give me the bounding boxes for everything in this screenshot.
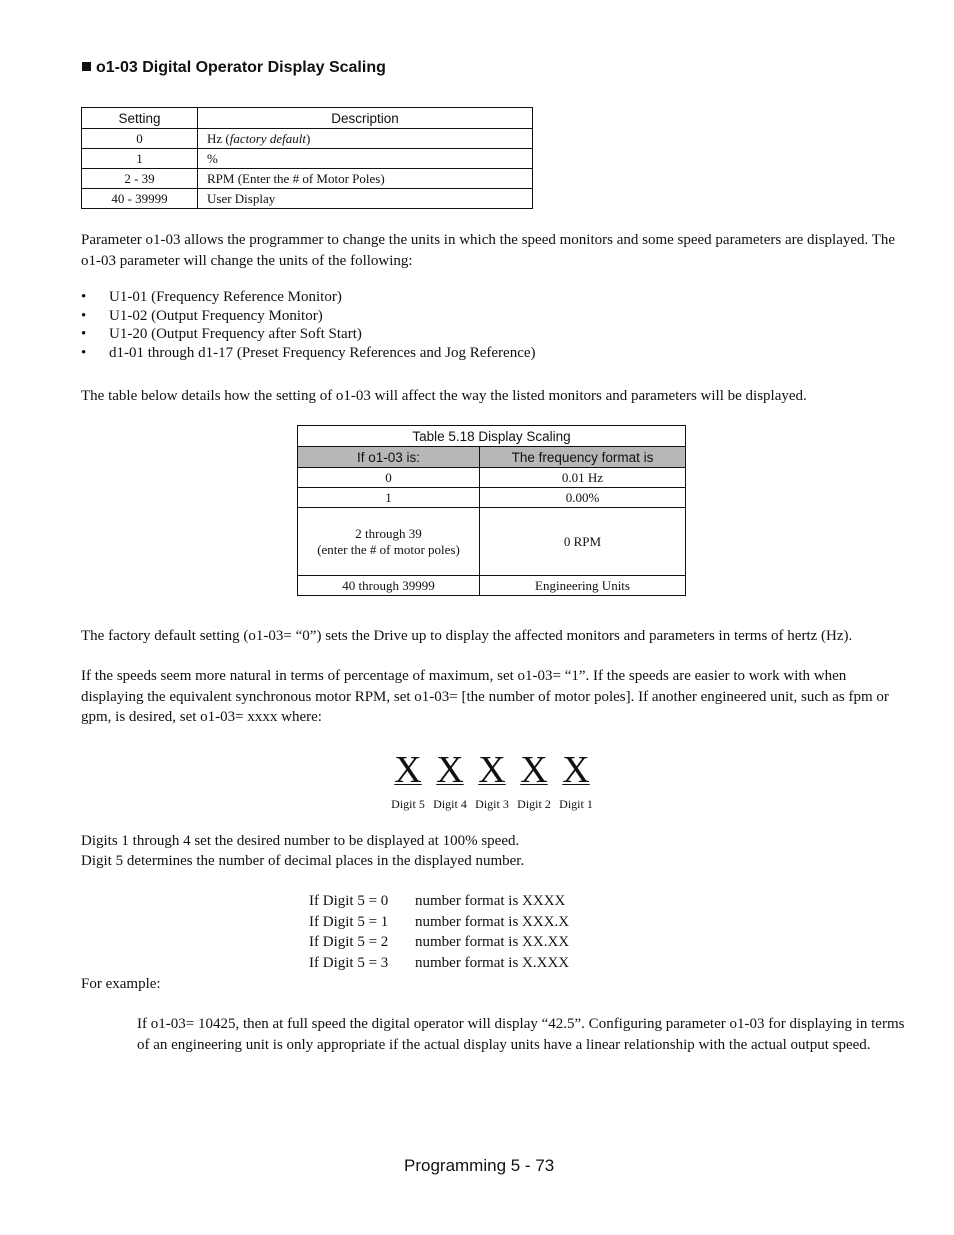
digit-symbol: X (520, 749, 548, 791)
intro-paragraph: Parameter o1-03 allows the programmer to change the units in which the speed monitors and some speed parameters are displayed. The o1-03 parameter will change the units of the following: (81, 232, 896, 269)
square-bullet-icon (82, 62, 91, 71)
col-header-description: Description (198, 108, 533, 129)
digit-label: Digit 5 (391, 797, 425, 811)
bullet-icon: • (81, 307, 87, 324)
digit-label: Digit 2 (517, 797, 551, 811)
digit-symbol: X (562, 749, 590, 791)
setting-cell: 40 - 39999 (82, 189, 198, 209)
setting-cell: 2 - 39 (82, 169, 198, 189)
scaling-paragraph: If the speeds seem more natural in terms of percentage of maximum, set o1-03= “1”. If the speeds are easier to work with when displaying the equivalent synchronous motor RPM, set o1-03= [the number of motor poles]. If another engineered unit, such as fpm or gpm, is desired, set o1-03= xxxx where: (81, 668, 889, 725)
digit-label: Digit 4 (433, 797, 467, 811)
table-row (82, 129, 533, 149)
col-header-setting: Setting (82, 108, 198, 129)
bullet-icon: • (81, 345, 87, 362)
list-item (81, 288, 536, 307)
digit-1 (554, 748, 598, 812)
page-footer: Programming 5 - 73 (404, 1156, 555, 1175)
list-item (81, 344, 536, 363)
format-row (309, 891, 569, 912)
desc-italic: factory default (229, 130, 306, 146)
table-row (82, 149, 533, 169)
description-cell (198, 129, 533, 149)
digit-label: Digit 1 (559, 797, 593, 811)
format-cell: 0 RPM (480, 508, 686, 576)
digit-diagram (380, 748, 610, 818)
format-list (309, 891, 569, 973)
format-condition: If Digit 5 = 2 (309, 934, 389, 950)
setting-cell: 1 (82, 149, 198, 169)
table-row (298, 468, 686, 488)
format-row (309, 953, 569, 974)
table-caption: Table 5.18 Display Scaling (298, 426, 686, 447)
table-row (298, 488, 686, 508)
setting-cell: 1 (298, 488, 480, 508)
digit-symbol: X (394, 749, 422, 791)
digits-paragraph-2: Digit 5 determines the number of decimal places in the displayed number. (81, 853, 525, 869)
description-cell: % (198, 149, 533, 169)
list-item-text: d1-01 through d1-17 (Preset Frequency References and Jog Reference) (109, 345, 536, 362)
digit-label: Digit 3 (475, 797, 509, 811)
description-cell: User Display (198, 189, 533, 209)
format-row (309, 912, 569, 933)
digit-symbol: X (478, 749, 506, 791)
section-heading (82, 59, 386, 77)
factory-default-paragraph: The factory default setting (o1-03= “0”) sets the Drive up to display the affected monitors and parameters in terms of hertz (Hz). (81, 628, 853, 644)
bullet-icon: • (81, 326, 87, 343)
col-header-setting: If o1-03 is: (298, 447, 480, 468)
table-row (82, 169, 533, 189)
format-cell: Engineering Units (480, 576, 686, 596)
format-row (309, 932, 569, 953)
format-result: number format is XXX.X (415, 913, 570, 930)
format-cell: 0.00% (480, 488, 686, 508)
digit-4 (428, 748, 472, 812)
desc-suffix: ) (305, 130, 311, 146)
table-row (298, 576, 686, 596)
format-condition: If Digit 5 = 3 (309, 954, 389, 971)
setting-cell (298, 508, 480, 576)
description-cell: RPM (Enter the # of Motor Poles) (198, 169, 533, 189)
list-item-text: U1-01 (Frequency Reference Monitor) (109, 289, 342, 305)
setting-cell: 0 (298, 468, 480, 488)
table-row (82, 189, 533, 209)
format-result: number format is X.XXX (415, 954, 570, 971)
setting-cell: 0 (82, 129, 198, 149)
list-item-text: U1-02 (Output Frequency Monitor) (109, 307, 323, 324)
digit-2 (512, 748, 556, 812)
example-label: For example: (81, 976, 161, 992)
digit-3 (470, 748, 514, 812)
table-header-row (82, 108, 533, 129)
table-intro-paragraph: The table below details how the setting of o1-03 will affect the way the listed monitors and parameters will be displayed. (81, 388, 807, 404)
format-result: number format is XXXX (415, 893, 566, 909)
format-result: number format is XX.XX (415, 934, 570, 950)
list-item (81, 307, 536, 326)
table-row (298, 508, 686, 576)
setting-text: 2 through 39 (355, 525, 422, 541)
desc-prefix: Hz ( (207, 130, 230, 146)
digits-paragraph-1: Digits 1 through 4 set the desired number to be displayed at 100% speed. (81, 833, 520, 849)
section-heading-text: o1-03 Digital Operator Display Scaling (96, 59, 386, 76)
list-item-text: U1-20 (Output Frequency after Soft Start) (109, 326, 362, 343)
col-header-format: The frequency format is (480, 447, 686, 468)
format-cell: 0.01 Hz (480, 468, 686, 488)
format-condition: If Digit 5 = 1 (309, 913, 389, 930)
setting-note: (enter the # of motor poles) (317, 541, 460, 557)
list-item (81, 325, 536, 344)
example-paragraph: If o1-03= 10425, then at full speed the digital operator will display “42.5”. Configuring parameter o1-03 for displaying in terms of an engineering unit is only appropriate if the actual display units have a linear relationship with the actual output speed. (137, 1016, 905, 1053)
settings-table (81, 107, 533, 209)
format-condition: If Digit 5 = 0 (309, 893, 389, 909)
display-scaling-table (297, 425, 686, 596)
setting-cell: 40 through 39999 (298, 576, 480, 596)
bullet-icon: • (81, 289, 87, 305)
digit-symbol: X (436, 749, 464, 791)
table-header-row (298, 447, 686, 468)
affected-parameters-list (81, 288, 536, 363)
digit-5 (386, 748, 430, 812)
